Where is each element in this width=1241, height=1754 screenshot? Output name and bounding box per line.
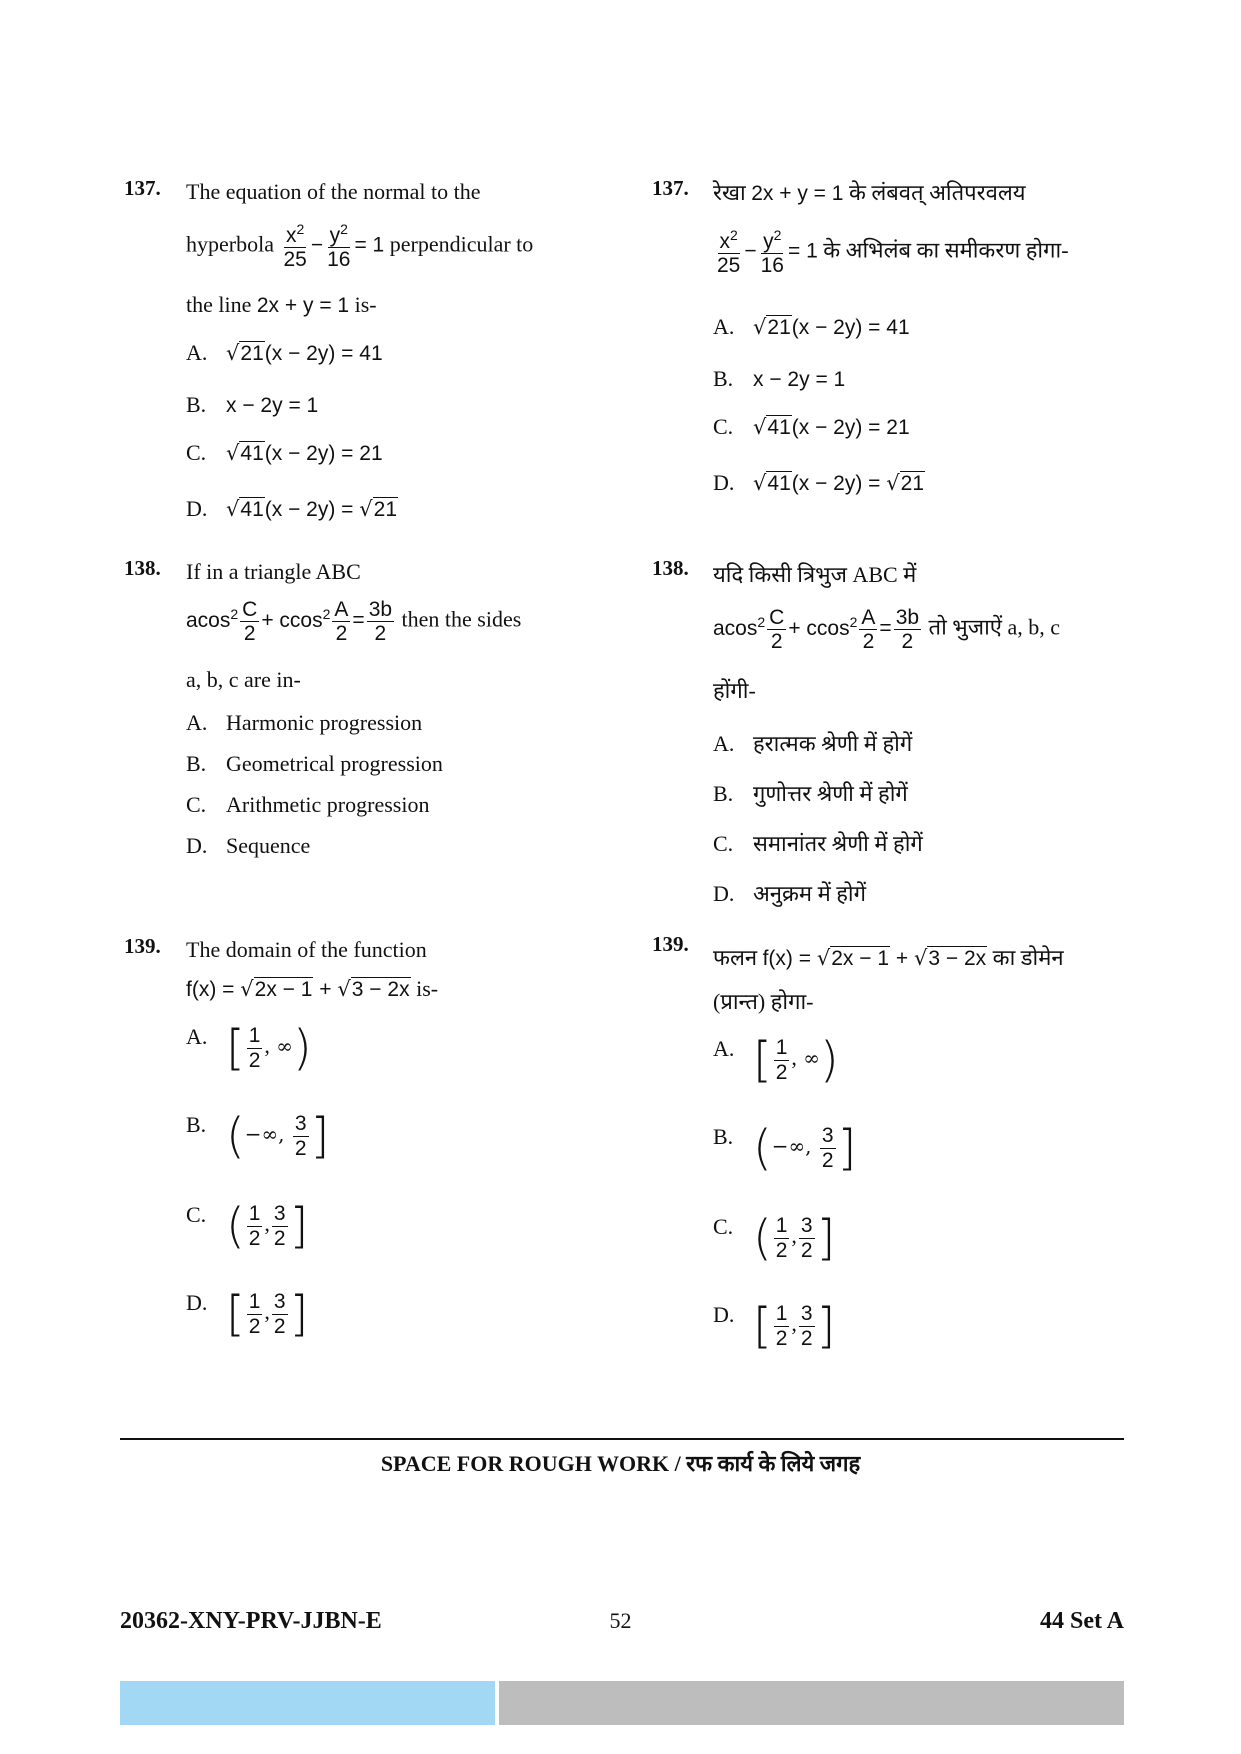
rough-work-label: SPACE FOR ROUGH WORK / रफ कार्य के लिये जगह	[380, 1451, 861, 1476]
q137-hi-line2: $\frac{x^2}{25}$ − $\frac{y^2}{16}$ = 1 के अभिलंब का समीकरण होगा-	[717, 227, 1069, 278]
q137-hi-line1: रेखा 2x + y = 1 के लंबवत् अतिपरवलय	[713, 180, 1026, 205]
q137-hi-option-b[interactable]: B. x − 2y = 1	[713, 366, 846, 391]
q139-hi-number: 139.	[652, 932, 689, 956]
q137-en-line3: the line 2x + y = 1 is-	[186, 292, 377, 317]
q137-hi-option-d[interactable]: D. √41(x − 2y) = √21	[713, 470, 925, 495]
q139-en-line1: The domain of the function	[186, 937, 427, 962]
q138-hi-option-b[interactable]: B. गुणोत्तर श्रेणी में होगें	[713, 781, 908, 806]
q139-en-option-b[interactable]: B. (−∞, $\frac{3}{2}$ ]	[186, 1108, 330, 1164]
q139-en-line2: f(x) = √2x − 1 + √3 − 2x is-	[186, 976, 439, 1001]
q138-en-option-a[interactable]: A. Harmonic progression	[186, 710, 423, 735]
q137-en-line2: hyperbola $\frac{x^2}{25}$ − $\frac{y^2}{16}$ = 1 perpendicular to	[186, 221, 534, 272]
q138-hi-option-c[interactable]: C. समानांतर श्रेणी में होगें	[713, 831, 923, 856]
q137-en-number: 137.	[124, 176, 161, 200]
q137-hi-number: 137.	[652, 176, 689, 200]
q139-hi-line2: (प्रान्त) होगा-	[713, 989, 814, 1014]
q138-en-number: 138.	[124, 556, 161, 580]
q138-en-option-d[interactable]: D. Sequence	[186, 833, 311, 858]
q138-en-option-b[interactable]: B. Geometrical progression	[186, 751, 443, 776]
q138-hi-number: 138.	[652, 556, 689, 580]
q137-en-option-b[interactable]: B. x − 2y = 1	[186, 392, 319, 417]
q137-hi-option-c[interactable]: C. √41(x − 2y) = 21	[713, 414, 910, 439]
q138-hi-line2: acos$^2$ $\frac{C}{2}$ + ccos$^2$ $\frac{A}{2}$ = $\frac{3b}{2}$ तो भुजाऐं a, b, c	[713, 606, 1060, 654]
q137-en-line1: The equation of the normal to the	[186, 179, 481, 204]
set-label: 44 Set A	[1040, 1608, 1124, 1634]
q138-en-option-c[interactable]: C. Arithmetic progression	[186, 792, 430, 817]
paper-code: 20362-XNY-PRV-JJBN-E	[120, 1608, 382, 1634]
q139-hi-option-d[interactable]: D. [ $\frac{1}{2}$ , $\frac{3}{2}$ ]	[713, 1298, 836, 1354]
rough-work-divider	[120, 1438, 1124, 1440]
page-number: 52	[609, 1608, 632, 1633]
q137-en-option-c[interactable]: C. √41(x − 2y) = 21	[186, 440, 383, 465]
q137-en-option-a[interactable]: A. √21(x − 2y) = 41	[186, 340, 383, 365]
q139-en-number: 139.	[124, 934, 161, 958]
q138-en-line3: a, b, c are in-	[186, 667, 301, 692]
q138-en-line2: acos$^2$ $\frac{C}{2}$ + ccos$^2$ $\frac{A}{2}$ = $\frac{3b}{2}$ then the sides	[186, 598, 522, 646]
q138-en-line1: If in a triangle ABC	[186, 559, 361, 584]
footer-bar-right	[499, 1681, 1124, 1725]
q139-hi-option-c[interactable]: C. ( $\frac{1}{2}$ , $\frac{3}{2}$ ]	[713, 1210, 836, 1266]
q137-hi-option-a[interactable]: A. √21(x − 2y) = 41	[713, 314, 910, 339]
q138-hi-option-a[interactable]: A. हरात्मक श्रेणी में होगें	[713, 731, 913, 756]
q139-en-option-a[interactable]: A. [ $\frac{1}{2}$ , ∞)	[186, 1020, 312, 1076]
q138-hi-option-d[interactable]: D. अनुक्रम में होगें	[713, 881, 866, 906]
q139-hi-option-b[interactable]: B. (−∞, $\frac{3}{2}$ ]	[713, 1120, 857, 1176]
q139-en-option-d[interactable]: D. [ $\frac{1}{2}$ , $\frac{3}{2}$ ]	[186, 1286, 309, 1342]
q139-hi-option-a[interactable]: A. [ $\frac{1}{2}$ , ∞)	[713, 1032, 839, 1088]
q138-hi-line1: यदि किसी त्रिभुज ABC में	[713, 562, 917, 587]
footer-bar-left	[120, 1681, 495, 1725]
q138-hi-line3: होंगी-	[713, 678, 756, 703]
q139-hi-line1: फलन f(x) = √2x − 1 + √3 − 2x का डोमेन	[713, 945, 1064, 970]
q137-en-option-d[interactable]: D. √41(x − 2y) = √21	[186, 496, 398, 521]
q139-en-option-c[interactable]: C. ( $\frac{1}{2}$ , $\frac{3}{2}$ ]	[186, 1198, 309, 1254]
